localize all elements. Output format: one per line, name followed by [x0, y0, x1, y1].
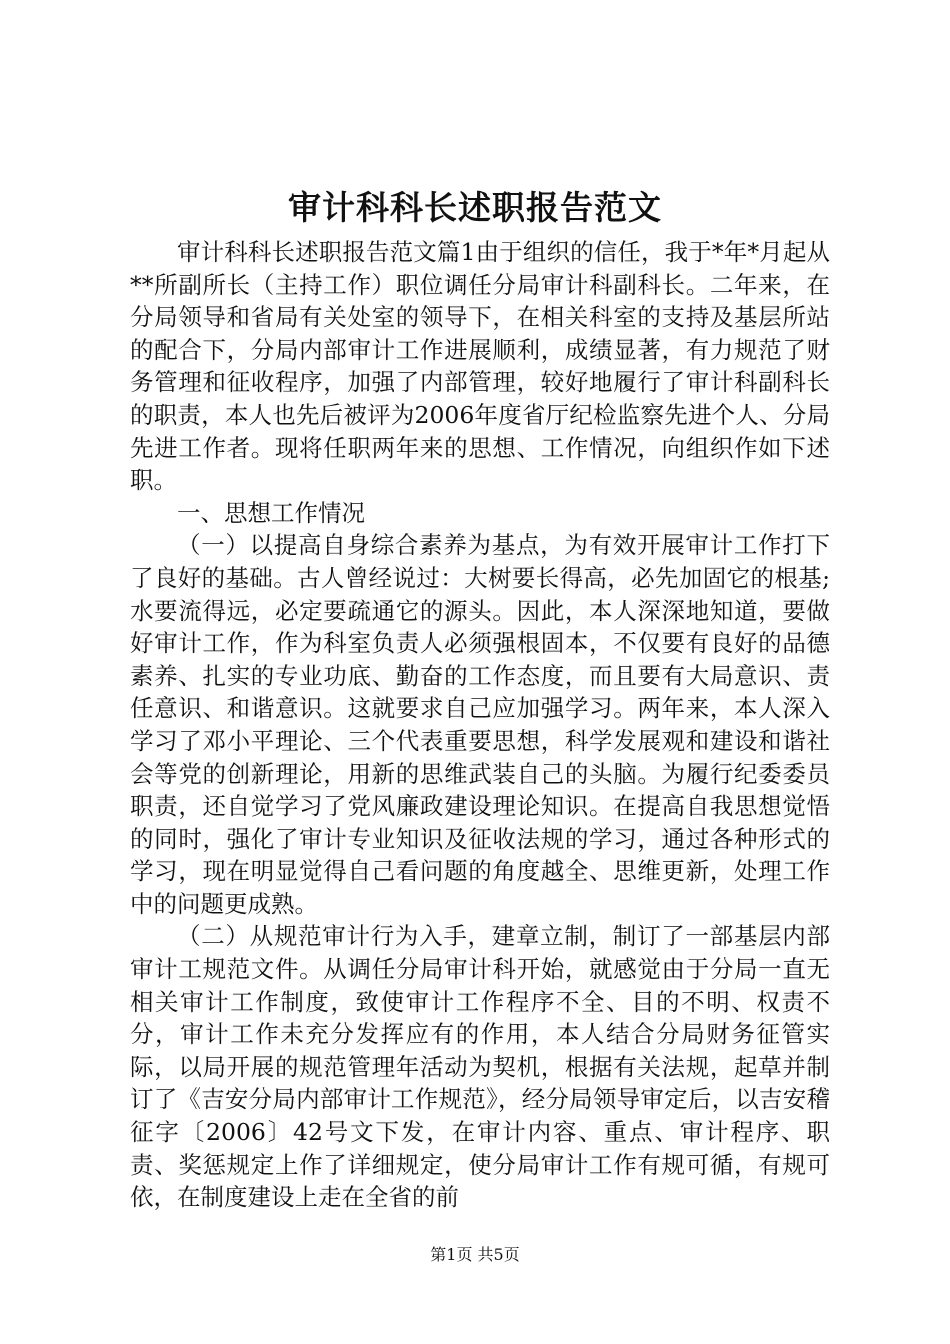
intro-paragraph: 审计科科长述职报告范文篇1由于组织的信任，我于*年*月起从**所副所长（主持工作）职位调任分局审计科副科长。二年来，在分局领导和省局有关处室的领导下，在相关科室的支持及基层所站的配合下，分局内部审计工作进展顺利，成绩显著，有力规范了财务管理和征收程序，加强了内部管理，较好地履行了审计科副科长的职责，本人也先后被评为2006年度省厅纪检监察先进个人、分局先进工作者。现将任职两年来的思想、工作情况，向组织作如下述职。: [130, 238, 830, 495]
document-body: [130, 236, 830, 1214]
document-title: 审计科科长述职报告范文: [288, 188, 662, 227]
subsection-paragraph-2: （二）从规范审计行为入手，建章立制，制订了一部基层内部审计工规范文件。从调任分局审计科开始，就感觉由于分局一直无相关审计工作制度，致使审计工作程序不全、目的不明、权责不分，审计工作未充分发挥应有的作用，本人结合分局财务征管实际，以局开展的规范管理年活动为契机，根据有关法规，起草并制订了《吉安分局内部审计工作规范》，经分局领导审定后，以吉安稽征字〔2006〕42号文下发，在审计内容、重点、审计程序、职责、奖惩规定上作了详细规定，使分局审计工作有规可循，有规可依，在制度建设上走在全省的前: [130, 922, 830, 1212]
section-heading: 一、思想工作情况: [177, 498, 365, 527]
page-footer: 第1页 共5页: [430, 1245, 520, 1264]
subsection-paragraph-1: （一）以提高自身综合素养为基点，为有效开展审计工作打下了良好的基础。古人曾经说过：大树要长得高，必先加固它的根基;水要流得远，必定要疏通它的源头。因此，本人深深地知道，要做好审计工作，作为科室负责人必须强根固本，不仅要有良好的品德素养、扎实的专业功底、勤奋的工作态度，而且要有大局意识、责任意识、和谐意识。这就要求自己应加强学习。两年来，本人深入学习了邓小平理论、三个代表重要思想，科学发展观和建设和谐社会等党的创新理论，用新的思维武装自己的头脑。为履行纪委委员职责，还自觉学习了党风廉政建设理论知识。在提高自我思想觉悟的同时，强化了审计专业知识及征收法规的学习，通过各种形式的学习，现在明显觉得自己看问题的角度越全、思维更新，处理工作中的问题更成熟。: [130, 531, 830, 918]
